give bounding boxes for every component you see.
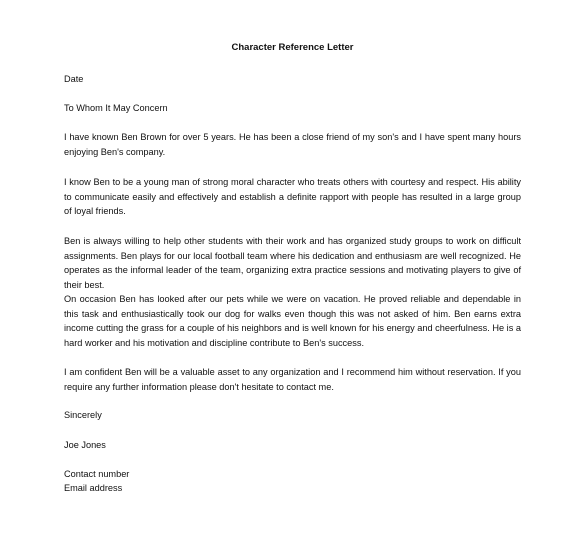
letter-title: Character Reference Letter — [231, 42, 354, 53]
paragraph-3: Ben is always willing to help other students with their work and has organized study groups to work on difficult assignments. Ben plays for our local football team where his dedication and enthusiasm are well recognized. He operates as the informal leader of the team, organizing extra practice sessions and motivating players to give of their best. — [64, 236, 521, 290]
email-address: Email address — [64, 483, 123, 493]
paragraph-2: I know Ben to be a young man of strong moral character who treats others with courtesy and respect. His ability to communicate easily and effectively and establish a definite rapport with people has resulted in a large group of loyal friends. — [64, 177, 521, 216]
paragraph-4: On occasion Ben has looked after our pets while we were on vacation. He proved reliable and dependable in this task and enthusiastically took our dog for walks even though this was not asked of him. Ben earns extra income cutting the grass for a couple of his neighbors and is well known for his energy and cheerfulness. He is a hard worker and his motivation and discipline contribute to Ben's success. — [64, 294, 521, 348]
signature-name: Joe Jones — [64, 440, 106, 450]
salutation: To Whom It May Concern — [64, 103, 168, 113]
closing: Sincerely — [64, 410, 102, 420]
paragraph-5: I am confident Ben will be a valuable asset to any organization and I recommend him without reservation. If you require any further information please don't hesitate to contact me. — [64, 367, 521, 392]
paragraph-1: I have known Ben Brown for over 5 years. He has been a close friend of my son's and I have spent many hours enjoying Ben's company. — [64, 132, 521, 157]
date-line: Date — [64, 74, 84, 84]
contact-number: Contact number — [64, 469, 130, 479]
